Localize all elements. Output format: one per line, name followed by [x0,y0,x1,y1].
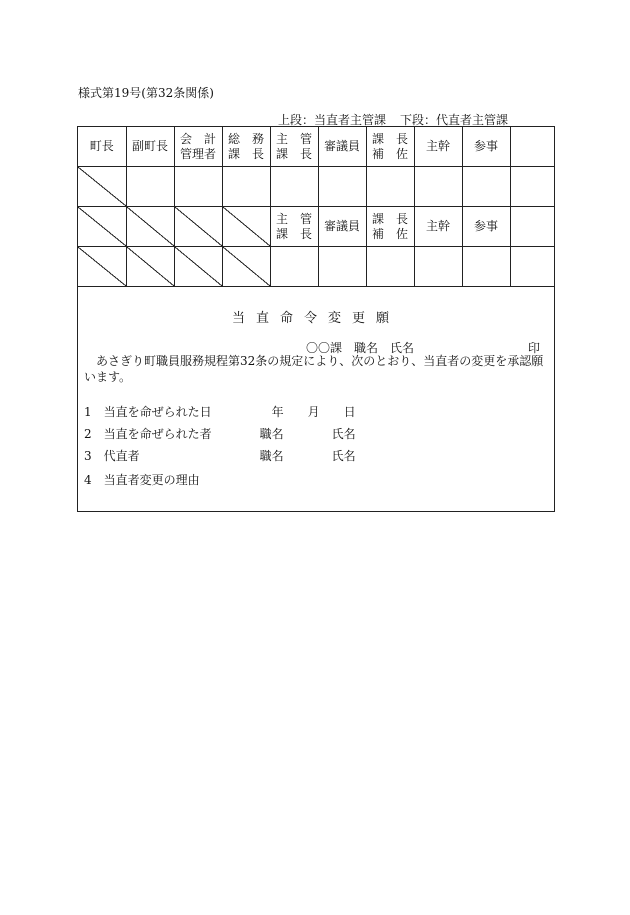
request-body: あさぎり町職員服務規程第32条の規定により、次のとおり、当直者の変更を承認願います。 [84,354,544,384]
stamp-cell [318,167,366,207]
header-cell-assistant-chief: 課 長 補 佐 [366,207,414,247]
note-upper: 上段：当直者主管課 [278,113,387,127]
item-duty-date: 1 当直を命ぜられた日 年 月 日 [84,405,356,419]
form-number-label: 様式第19号(第32条関係) [78,86,214,100]
item-substitute: 3 代直者 職名 氏名 [84,449,356,463]
header-cell-chief: 主 管 課 長 [270,207,318,247]
note-lower: 下段：代直者主管課 [400,113,509,127]
stamp-cell [270,167,318,207]
stamp-cell [174,167,222,207]
slashed-cell [78,167,126,207]
stamp-cell [510,167,554,207]
substitute-stamp-row [78,247,554,287]
stamp-cell [414,167,462,207]
header-cell-accounting: 会 計 管理者 [174,127,222,167]
header-cell-councilor: 審議員 [318,207,366,247]
approval-stamp-row [78,167,554,207]
stamp-cell [462,247,510,287]
header-cell-chief-officer: 主幹 [414,207,462,247]
item-reason: 4 当直者変更の理由 [84,473,200,487]
substitute-header-row [78,207,554,247]
stamp-cell [510,247,554,287]
header-cell-assistant-chief: 課 長 補 佐 [366,127,414,167]
signature-line: 〇〇課 職名 氏名 [306,341,415,355]
slashed-cell [78,207,126,247]
stamp-cell [366,167,414,207]
header-cell-chief: 主 管 課 長 [270,127,318,167]
header-cell-deputy-mayor: 副町長 [126,127,174,167]
header-cell-chief-officer: 主幹 [414,127,462,167]
stamp-cell [462,167,510,207]
slashed-cell [174,207,222,247]
slashed-cell [78,247,126,287]
slashed-cell [222,207,270,247]
stamp-cell [270,247,318,287]
approval-table [78,127,554,287]
slashed-cell [174,247,222,287]
stamp-cell [318,247,366,287]
header-cell-mayor: 町長 [78,127,126,167]
item-duty-person: 2 当直を命ぜられた者 職名 氏名 [84,427,356,441]
form-box [77,126,555,512]
header-cell-blank [510,127,554,167]
slashed-cell [126,207,174,247]
stamp-cell [366,247,414,287]
stamp-cell [222,167,270,207]
slashed-cell [126,247,174,287]
stamp-cell [126,167,174,207]
stamp-cell [414,247,462,287]
header-cell-blank [510,207,554,247]
header-cell-general-affairs: 総 務 課 長 [222,127,270,167]
header-cell-counselor: 参事 [462,207,510,247]
seal-mark: 印 [528,341,541,355]
approval-header-row [78,127,554,167]
header-cell-councilor: 審議員 [318,127,366,167]
slashed-cell [222,247,270,287]
header-cell-counselor: 参事 [462,127,510,167]
form-title: 当直命令変更願 [231,311,400,326]
